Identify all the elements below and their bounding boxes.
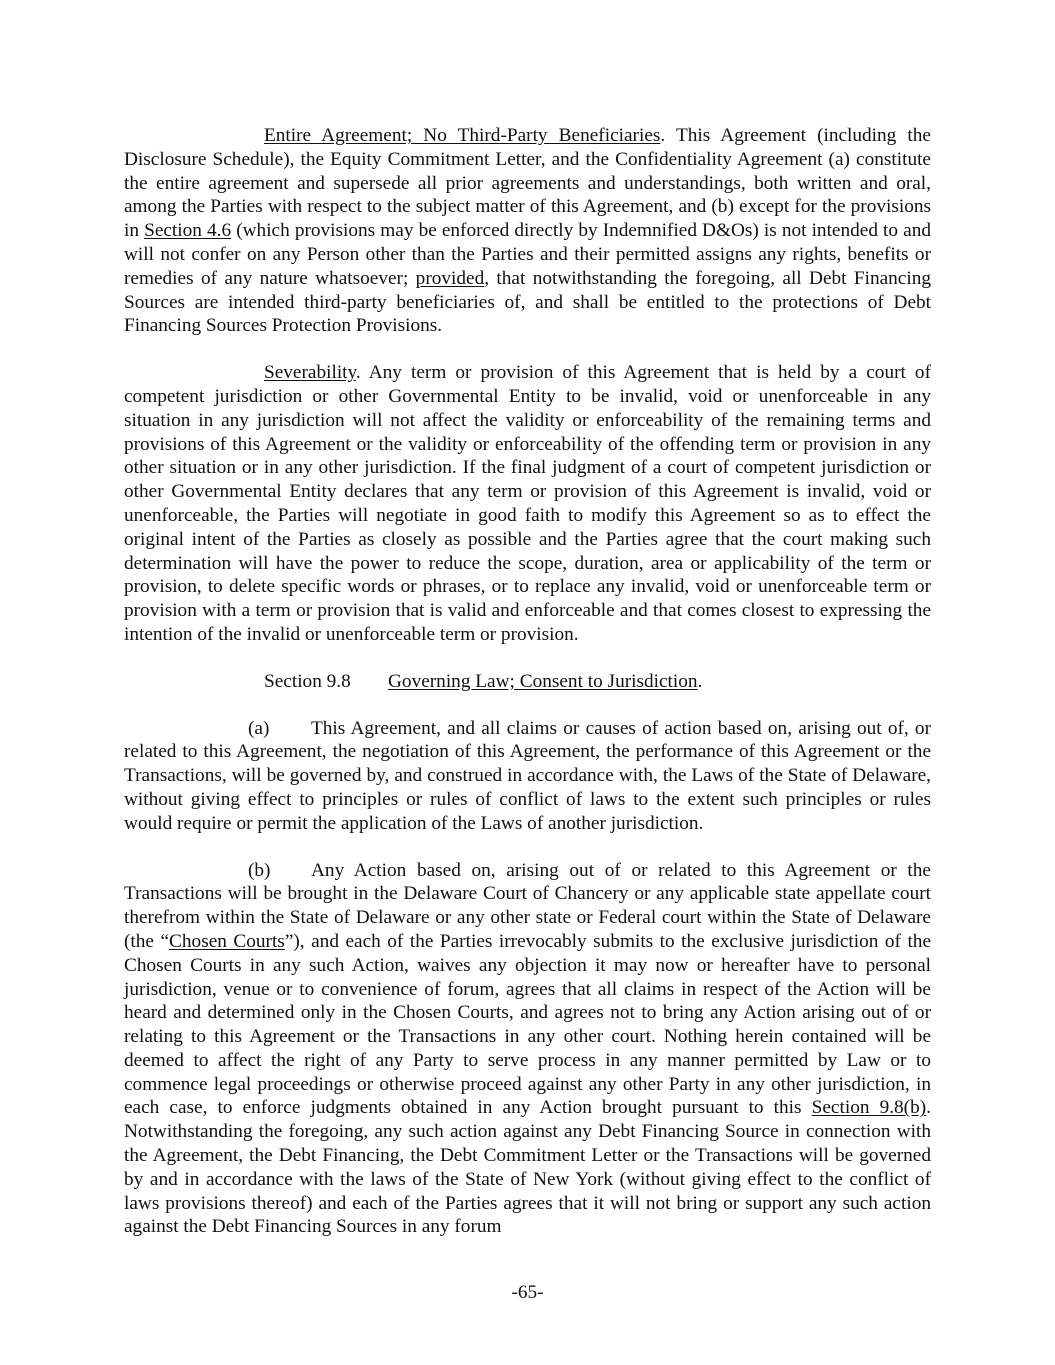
subsection-b-text-1: Any Action based on, arising out of or related to this Agreement or the Transactions will be brought in the Delaware Court of Chancery or any applicable state appellate court therefrom within the State of Delaware or any other state or Federal court within the State of Delaware (the “	[124, 859, 931, 952]
section-4-6-reference: Section 4.6	[144, 220, 232, 242]
section-9-8-number: Section 9.8	[264, 670, 351, 692]
document-page	[124, 124, 931, 1239]
subsection-b-label: (b)	[248, 859, 271, 881]
section-9-8-heading	[124, 670, 931, 694]
subsection-a-text: This Agreement, and all claims or causes of action based on, arising out of, or related to this Agreement, the negotiation of this Agreement, the performance of this Agreement or the Transactions, will be governed by, and construed in accordance with, the Laws of the State of Delaware, without giving effect to principles or rules of conflict of laws to the extent such principles or rules would require or permit the application of the Laws of another jurisdiction.	[124, 717, 931, 834]
section-9-8-period: .	[697, 670, 703, 692]
section-9-8-title: Governing Law; Consent to Jurisdiction	[388, 670, 698, 692]
severability-title: Severability	[264, 362, 356, 384]
section-9-8b-reference: Section 9.8(b)	[811, 1097, 927, 1119]
subsection-b-text-3: . Notwithstanding the foregoing, any such action against any Debt Financing Source in connection with the Agreement, the Debt Financing, the Debt Commitment Letter or the Transactions will be governed by and in accordance with the laws of the State of New York (without giving effect to the conflict of laws provisions thereof) and each of the Parties agrees that it will not bring or support any such action against the Debt Financing Sources in any forum	[124, 1097, 931, 1238]
entire-agreement-title: Entire Agreement; No Third-Party Beneficiaries	[264, 125, 661, 146]
severability-paragraph	[124, 361, 931, 647]
provided-term: provided	[415, 267, 485, 289]
page-number: -65-	[511, 1282, 544, 1303]
subsection-b-text-2: ”), and each of the Parties irrevocably submits to the exclusive jurisdiction of the Chosen Courts in any such Action, waives any objection it may now or hereafter have to personal jurisdiction, venue or to convenience of forum, agrees that all claims in respect of the Action will be heard and determined only in the Chosen Courts, and agrees not to bring any Action arising out of or relating to this Agreement or the Transactions in any other court. Nothing herein contained will be deemed to affect the right of any Party to serve process in any manner permitted by Law or to commence legal proceedings or otherwise proceed against any other Party in any other jurisdiction, in each case, to enforce judgments obtained in any Action brought pursuant to this	[124, 930, 931, 1119]
entire-agreement-text-2: (which provisions may be enforced directly by Indemnified D&Os) is not intended to and will not confer on any Person other than the Parties and their permitted assigns any rights, benefits or remedies of any nature whatsoever;	[124, 220, 931, 289]
severability-text: . Any term or provision of this Agreement that is held by a court of competent jurisdiction or other Governmental Entity to be invalid, void or unenforceable in any situation in any jurisdiction will not affect the validity or enforceability of the remaining terms and provisions of this Agreement or the validity or enforceability of the offending term or provision in any other situation or in any other jurisdiction. If the final judgment of a court of competent jurisdiction or other Governmental Entity declares that any term or provision of this Agreement is invalid, void or unenforceable, the Parties will negotiate in good faith to modify this Agreement so as to effect the original intent of the Parties as closely as possible and the Parties agree that the court making such determination will have the power to reduce the scope, duration, area or applicability of the term or provision, to delete specific words or phrases, or to replace any invalid, void or unenforceable term or provision with a term or provision that is valid and enforceable and that comes closest to expressing the intention of the invalid or unenforceable term or provision.	[124, 362, 931, 645]
subsection-b-paragraph	[124, 859, 931, 1240]
entire-agreement-text-3: , that notwithstanding the foregoing, all Debt Financing Sources are intended third-party beneficiaries of, and shall be entitled to the protections of Debt Financing Sources Protection Provisions.	[124, 267, 931, 337]
subsection-a-label: (a)	[248, 717, 270, 739]
entire-agreement-text-1: . This Agreement (including the Disclosure Schedule), the Equity Commitment Letter, and the Confidentiality Agreement (a) constitute the entire agreement and supersede all prior agreements and understandings, both written and oral, among the Parties with respect to the subject matter of this Agreement, and (b) except for the provisions in	[124, 125, 931, 242]
chosen-courts-term: Chosen Courts	[169, 930, 285, 952]
subsection-a-paragraph	[124, 717, 931, 836]
entire-agreement-paragraph	[124, 124, 931, 338]
